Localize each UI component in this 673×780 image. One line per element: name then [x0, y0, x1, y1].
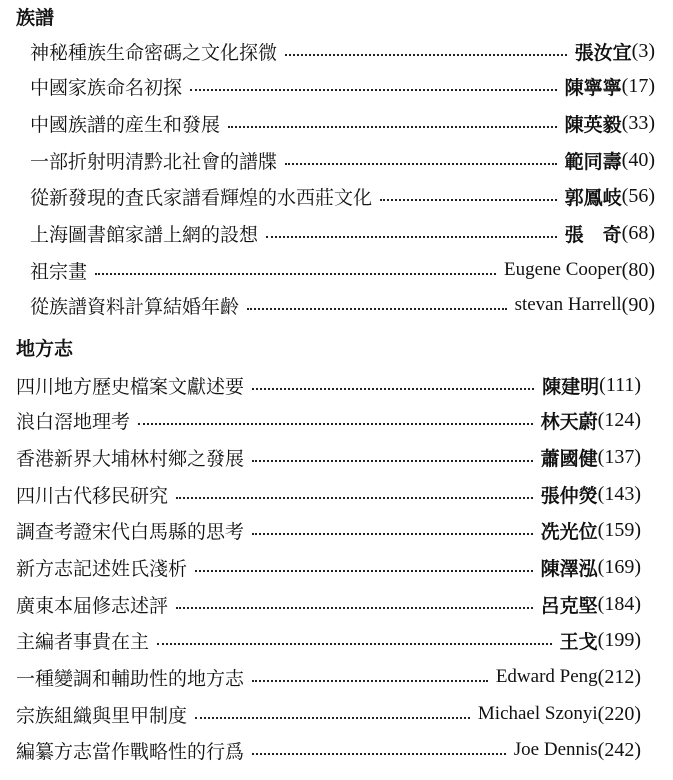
toc-entry: [30, 108, 655, 138]
dot-leader: [157, 643, 552, 645]
toc-entry: [16, 515, 641, 545]
dot-leader: [228, 126, 557, 128]
entry-page: (33): [621, 111, 655, 134]
entry-author: 陳英毅: [564, 113, 622, 136]
toc-entry: [30, 255, 655, 285]
toc-entry: [30, 71, 655, 101]
entry-author: Edward Peng: [495, 666, 598, 687]
entry-title: 上海圖書館家譜上網的設想: [30, 223, 259, 246]
toc-entry: [16, 442, 641, 472]
toc-entry: [30, 218, 655, 248]
dot-leader: [176, 607, 533, 609]
entry-title: 中國族譜的産生和發展: [30, 113, 221, 136]
entry-author: Joe Dennis: [513, 739, 598, 760]
entry-title: 一部折射明清黔北社會的譜牒: [30, 150, 278, 173]
entry-page: (40): [621, 148, 655, 171]
entry-title: 從新發現的査氏家譜看輝煌的水西莊文化: [30, 186, 373, 209]
entry-page: (68): [621, 221, 655, 244]
dot-leader: [247, 308, 507, 310]
toc-entry: [16, 370, 641, 400]
entry-page: (111): [599, 373, 641, 396]
entry-title: 一種變調和輔助性的地方志: [16, 667, 245, 690]
dot-leader: [138, 423, 533, 425]
dot-leader: [285, 54, 567, 56]
entry-author: 冼光位: [540, 520, 598, 543]
entry-page: (212): [597, 665, 641, 688]
entry-title: 祖宗畫: [30, 260, 88, 283]
entry-title: 編纂方志當作戰略性的行爲: [16, 740, 245, 763]
dot-leader: [195, 570, 533, 572]
entry-author: 張仲熒: [540, 484, 598, 507]
entry-title: 宗族組織與里甲制度: [16, 704, 188, 727]
dot-leader: [285, 163, 557, 165]
section-heading: 地方志: [16, 338, 74, 360]
entry-title: 主編者事貴在主: [16, 630, 150, 653]
entry-page: (80): [621, 258, 655, 281]
entry-title: 新方志記述姓氏淺析: [16, 557, 188, 580]
entry-author: Michael Szonyi: [477, 703, 598, 724]
dot-leader: [190, 89, 557, 91]
toc-entry: [16, 479, 641, 509]
toc-entry: [16, 589, 641, 619]
entry-author: 郭鳳岐: [564, 186, 622, 209]
toc-entry: [16, 625, 641, 655]
toc-entry: [30, 36, 655, 66]
entry-title: 調查考證宋代白馬縣的思考: [16, 520, 245, 543]
entry-title: 神秘種族生命密碼之文化探微: [30, 41, 278, 64]
entry-title: 香港新界大埔林村鄉之發展: [16, 447, 245, 470]
entry-title: 浪白滘地理考: [16, 410, 131, 433]
entry-title: 中國家族命名初探: [30, 76, 183, 99]
entry-title: 四川古代移民研究: [16, 484, 169, 507]
toc-entry: [16, 405, 641, 435]
dot-leader: [252, 680, 488, 682]
entry-author: 蕭國健: [540, 447, 598, 470]
dot-leader: [95, 273, 496, 275]
dot-leader: [252, 753, 506, 755]
entry-page: (220): [597, 702, 641, 725]
toc-entry: [30, 145, 655, 175]
entry-page: (169): [597, 555, 641, 578]
entry-page: (184): [597, 592, 641, 615]
entry-author: 林天蔚: [540, 410, 598, 433]
entry-page: (159): [597, 518, 641, 541]
entry-page: (124): [597, 408, 641, 431]
entry-title: 從族譜資料計算結婚年齡: [30, 295, 240, 318]
toc-entry: [16, 699, 641, 729]
toc-entry: [30, 181, 655, 211]
entry-author: stevan Harrell: [514, 294, 622, 315]
entry-author: 王戈: [559, 630, 598, 653]
entry-author: 範同壽: [564, 150, 622, 173]
entry-page: (90): [621, 293, 655, 316]
dot-leader: [252, 533, 533, 535]
toc-entry: [16, 735, 641, 765]
entry-page: (143): [597, 482, 641, 505]
entry-page: (17): [621, 74, 655, 97]
entry-page: (56): [621, 184, 655, 207]
toc-entry: [30, 290, 655, 320]
entry-page: (137): [597, 445, 641, 468]
entry-page: (242): [597, 738, 641, 761]
dot-leader: [266, 236, 557, 238]
entry-author: 呂克堅: [540, 594, 598, 617]
dot-leader: [380, 199, 557, 201]
entry-author: 張 奇: [564, 223, 622, 246]
entry-author: 張汝宜: [574, 41, 632, 64]
dot-leader: [252, 460, 533, 462]
dot-leader: [176, 497, 533, 499]
entry-author: Eugene Cooper: [504, 259, 622, 280]
entry-title: 廣東本届修志述評: [16, 594, 169, 617]
entry-page: (199): [597, 628, 641, 651]
entry-page: (3): [631, 39, 655, 62]
dot-leader: [252, 388, 534, 390]
toc-entry: [16, 552, 641, 582]
section-heading: 族譜: [16, 7, 55, 29]
entry-author: 陳建明: [542, 375, 600, 398]
dot-leader: [195, 717, 470, 719]
toc-entry: [16, 662, 641, 692]
entry-title: 四川地方歷史檔案文獻述要: [16, 375, 245, 398]
entry-author: 陳澤泓: [540, 557, 598, 580]
entry-author: 陳寧寧: [564, 76, 622, 99]
